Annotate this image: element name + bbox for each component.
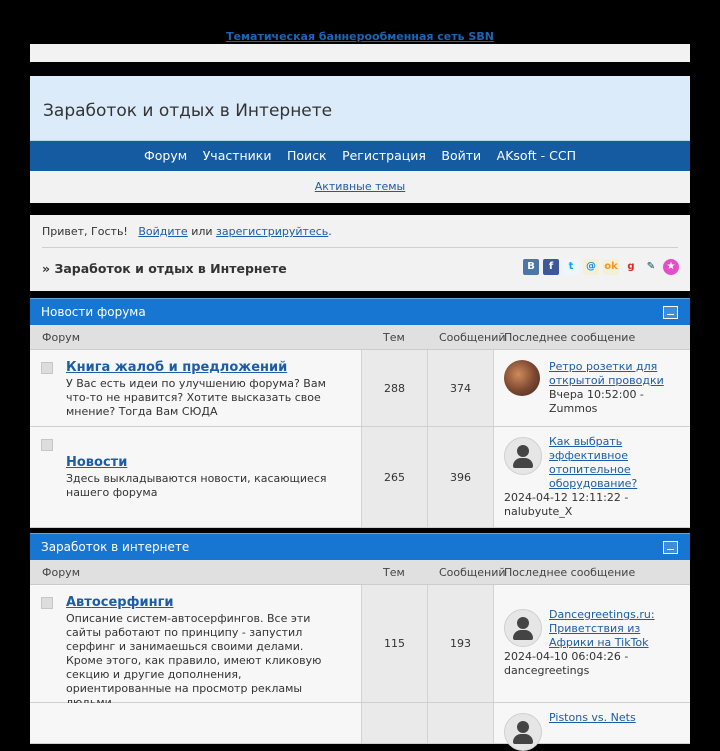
col-last: Последнее сообщение <box>504 331 636 344</box>
google-icon[interactable]: g <box>623 259 639 275</box>
last-post-link[interactable]: Dancegreetings.ru: Приветствия из Африки на TikTok <box>549 608 655 649</box>
forum-info <box>30 350 361 426</box>
last-post <box>493 350 690 426</box>
last-post <box>493 585 690 702</box>
forum-name[interactable]: Новости <box>66 455 128 470</box>
banner-strip <box>30 44 690 62</box>
share-buttons <box>523 259 679 275</box>
collapse-icon[interactable] <box>663 306 678 319</box>
sub-nav <box>30 171 690 193</box>
column-headers <box>30 560 690 585</box>
last-post-link[interactable]: Ретро розетки для открытой проводки <box>549 360 664 387</box>
forum-description: Описание систем-автосерфингов. Все эти сайты работают по принципу - запустил серфинг и занимаешься своими делами. Кроме этого, как правило, имеют кликовую секцию и другие дополнения, ориентированные на просмотр рекламы <box>66 612 322 695</box>
or-text: или <box>191 225 213 238</box>
posts-count: 374 <box>427 350 493 426</box>
posts-count: 193 <box>427 585 493 702</box>
col-forum: Форум <box>42 566 80 579</box>
twitter-icon[interactable]: t <box>563 259 579 275</box>
banner-network-link[interactable]: Тематическая баннерообменная сеть SBN <box>226 30 494 43</box>
col-forum: Форум <box>42 331 80 344</box>
nav-members[interactable]: Участники <box>202 148 272 163</box>
active-topics-link[interactable]: Активные темы <box>314 180 406 193</box>
site-title: Заработок и отдых в Интернете <box>43 101 333 121</box>
forum-header <box>30 76 690 203</box>
collapse-icon[interactable] <box>663 541 678 554</box>
forum-info <box>30 703 361 743</box>
breadcrumb-current[interactable]: Заработок и отдых в Интернете <box>54 261 287 276</box>
forum-name[interactable]: Книга жалоб и предложений <box>66 360 288 375</box>
forum-info <box>30 427 361 527</box>
forum-status-icon <box>41 362 53 374</box>
forum-row <box>30 703 690 744</box>
dot-text: . <box>328 225 332 238</box>
odnoklassniki-icon[interactable]: ok <box>603 259 619 275</box>
header-title-area <box>30 76 690 141</box>
welcome-divider <box>42 247 678 248</box>
greeting-text: Привет, Гость! <box>42 225 128 238</box>
last-post <box>493 703 690 743</box>
yandex-icon[interactable]: ★ <box>663 259 679 275</box>
col-topics: Тем <box>383 331 405 344</box>
col-posts: Сообщений <box>439 566 506 579</box>
topics-count: 115 <box>361 585 427 702</box>
forum-description: У Вас есть идеи по улучшению форума? Вам что-то не нравится? Хотите высказать свое мнение? Тогда Вам СЮДА <box>66 377 326 418</box>
category-title <box>30 533 690 560</box>
banner-network <box>0 30 720 43</box>
nav-forum[interactable]: Форум <box>144 148 188 163</box>
last-post-meta: 2024-04-10 06:04:26 - dancegreetings <box>504 650 629 677</box>
login-link[interactable]: Войдите <box>138 225 188 238</box>
forum-info <box>30 585 361 702</box>
last-post <box>493 427 690 527</box>
posts-count: 396 <box>427 427 493 527</box>
col-topics: Тем <box>383 566 405 579</box>
breadcrumb-prefix: » <box>42 261 51 276</box>
category-online-earnings <box>30 533 690 724</box>
nav-search[interactable]: Поиск <box>286 148 327 163</box>
welcome-panel <box>30 215 690 291</box>
welcome-line <box>42 225 332 238</box>
col-last: Последнее сообщение <box>504 566 636 579</box>
forum-description: Здесь выкладываются новости, касающиеся нашего форума <box>66 472 327 499</box>
vk-icon[interactable]: В <box>523 259 539 275</box>
topics-count <box>361 703 427 743</box>
topics-count: 288 <box>361 350 427 426</box>
forum-row <box>30 585 690 703</box>
category-title-text[interactable]: Заработок в интернете <box>41 540 190 554</box>
avatar[interactable] <box>504 360 540 396</box>
category-title-text[interactable]: Новости форума <box>41 305 146 319</box>
last-post-link[interactable]: Pistons vs. Nets <box>549 711 636 724</box>
posts-count <box>427 703 493 743</box>
breadcrumb <box>42 261 287 276</box>
forum-status-icon <box>41 439 53 451</box>
moimir-icon[interactable]: @ <box>583 259 599 275</box>
category-title <box>30 298 690 325</box>
col-posts: Сообщений <box>439 331 506 344</box>
nav-register[interactable]: Регистрация <box>342 148 426 163</box>
forum-row <box>30 427 690 528</box>
last-post-link[interactable]: Как выбрать эффективное отопительное оборудование? <box>549 435 638 490</box>
forum-name[interactable]: Автосерфинги <box>66 595 174 610</box>
category-forum-news <box>30 298 690 526</box>
livejournal-icon[interactable]: ✎ <box>643 259 659 275</box>
last-post-meta: Вчера 10:52:00 - Zummos <box>549 388 644 415</box>
last-post-meta: 2024-04-12 12:11:22 - nalubyute_X <box>504 491 629 518</box>
nav-login[interactable]: Войти <box>441 148 482 163</box>
column-headers <box>30 325 690 350</box>
avatar[interactable] <box>504 713 542 751</box>
avatar[interactable] <box>504 609 542 647</box>
register-link[interactable]: зарегистрируйтесь <box>216 225 329 238</box>
avatar[interactable] <box>504 437 542 475</box>
nav-aksoft[interactable]: AKsoft - ССП <box>496 148 576 163</box>
main-nav <box>30 141 690 171</box>
facebook-icon[interactable]: f <box>543 259 559 275</box>
forum-status-icon <box>41 597 53 609</box>
topics-count: 265 <box>361 427 427 527</box>
forum-row <box>30 350 690 427</box>
